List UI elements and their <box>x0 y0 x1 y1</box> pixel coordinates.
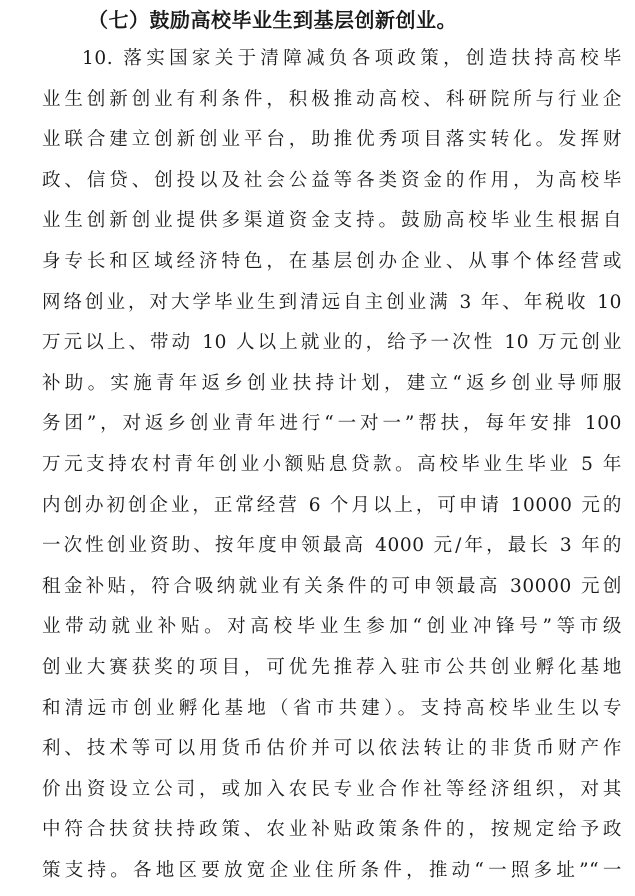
paragraph-line: 和清远市创业孵化基地（省市共建）。支持高校毕业生以专 <box>42 697 622 719</box>
paragraph-line: 策支持。各地区要放宽企业住所条件，推动“一照多址”“一 <box>42 859 622 881</box>
paragraph <box>42 44 622 896</box>
paragraph-line: 身专长和区域经济特色，在基层创办企业、从事个体经营或 <box>42 250 622 272</box>
paragraph-line: 业带动就业补贴。对高校毕业生参加“创业冲锋号”等市级 <box>42 616 622 638</box>
paragraph-line: 中符合扶贫扶持政策、农业补贴政策条件的，按规定给予政 <box>42 819 622 841</box>
section-heading: （七）鼓励高校毕业生到基层创新创业。 <box>88 8 457 32</box>
paragraph-line: 租金补贴，符合吸纳就业有关条件的可申领最高 30000 元创 <box>42 575 622 597</box>
paragraph-line: 政、信贷、创投以及社会公益等各类资金的作用，为高校毕 <box>42 169 622 191</box>
paragraph-line: 网络创业，对大学毕业生到清远自主创业满 3 年、年税收 10 <box>42 291 622 313</box>
paragraph-line: 业生创新创业有利条件，积极推动高校、科研院所与行业企 <box>42 88 622 110</box>
paragraph-line: 万元支持农村青年创业小额贴息贷款。高校毕业生毕业 5 年 <box>42 453 622 475</box>
paragraph-line: 补助。实施青年返乡创业扶持计划，建立“返乡创业导师服 <box>42 372 622 394</box>
paragraph-line: 务团”，对返乡创业青年进行“一对一”帮扶，每年安排 100 <box>42 413 622 435</box>
paragraph-line: 10. 落实国家关于清障减负各项政策，创造扶持高校毕 <box>82 48 622 69</box>
paragraph-line: 价出资设立公司，或加入农民专业合作社等经济组织，对其 <box>42 778 622 800</box>
paragraph-line: 万元以上、带动 10 人以上就业的，给予一次性 10 万元创业 <box>42 332 622 354</box>
paragraph-line: 内创办初创企业，正常经营 6 个月以上，可申请 10000 元的 <box>42 494 622 516</box>
paragraph-line: 创业大赛获奖的项目，可优先推荐入驻市公共创业孵化基地 <box>42 656 622 678</box>
paragraph-line: 业生创新创业提供多渠道资金支持。鼓励高校毕业生根据自 <box>42 210 622 232</box>
paragraph-line: 一次性创业资助、按年度申领最高 4000 元/年，最长 3 年的 <box>42 535 622 557</box>
paragraph-line: 利、技术等可以用货币估价并可以依法转让的非货币财产作 <box>42 738 622 760</box>
paragraph-line: 业联合建立创新创业平台，助推优秀项目落实转化。发挥财 <box>42 129 622 151</box>
